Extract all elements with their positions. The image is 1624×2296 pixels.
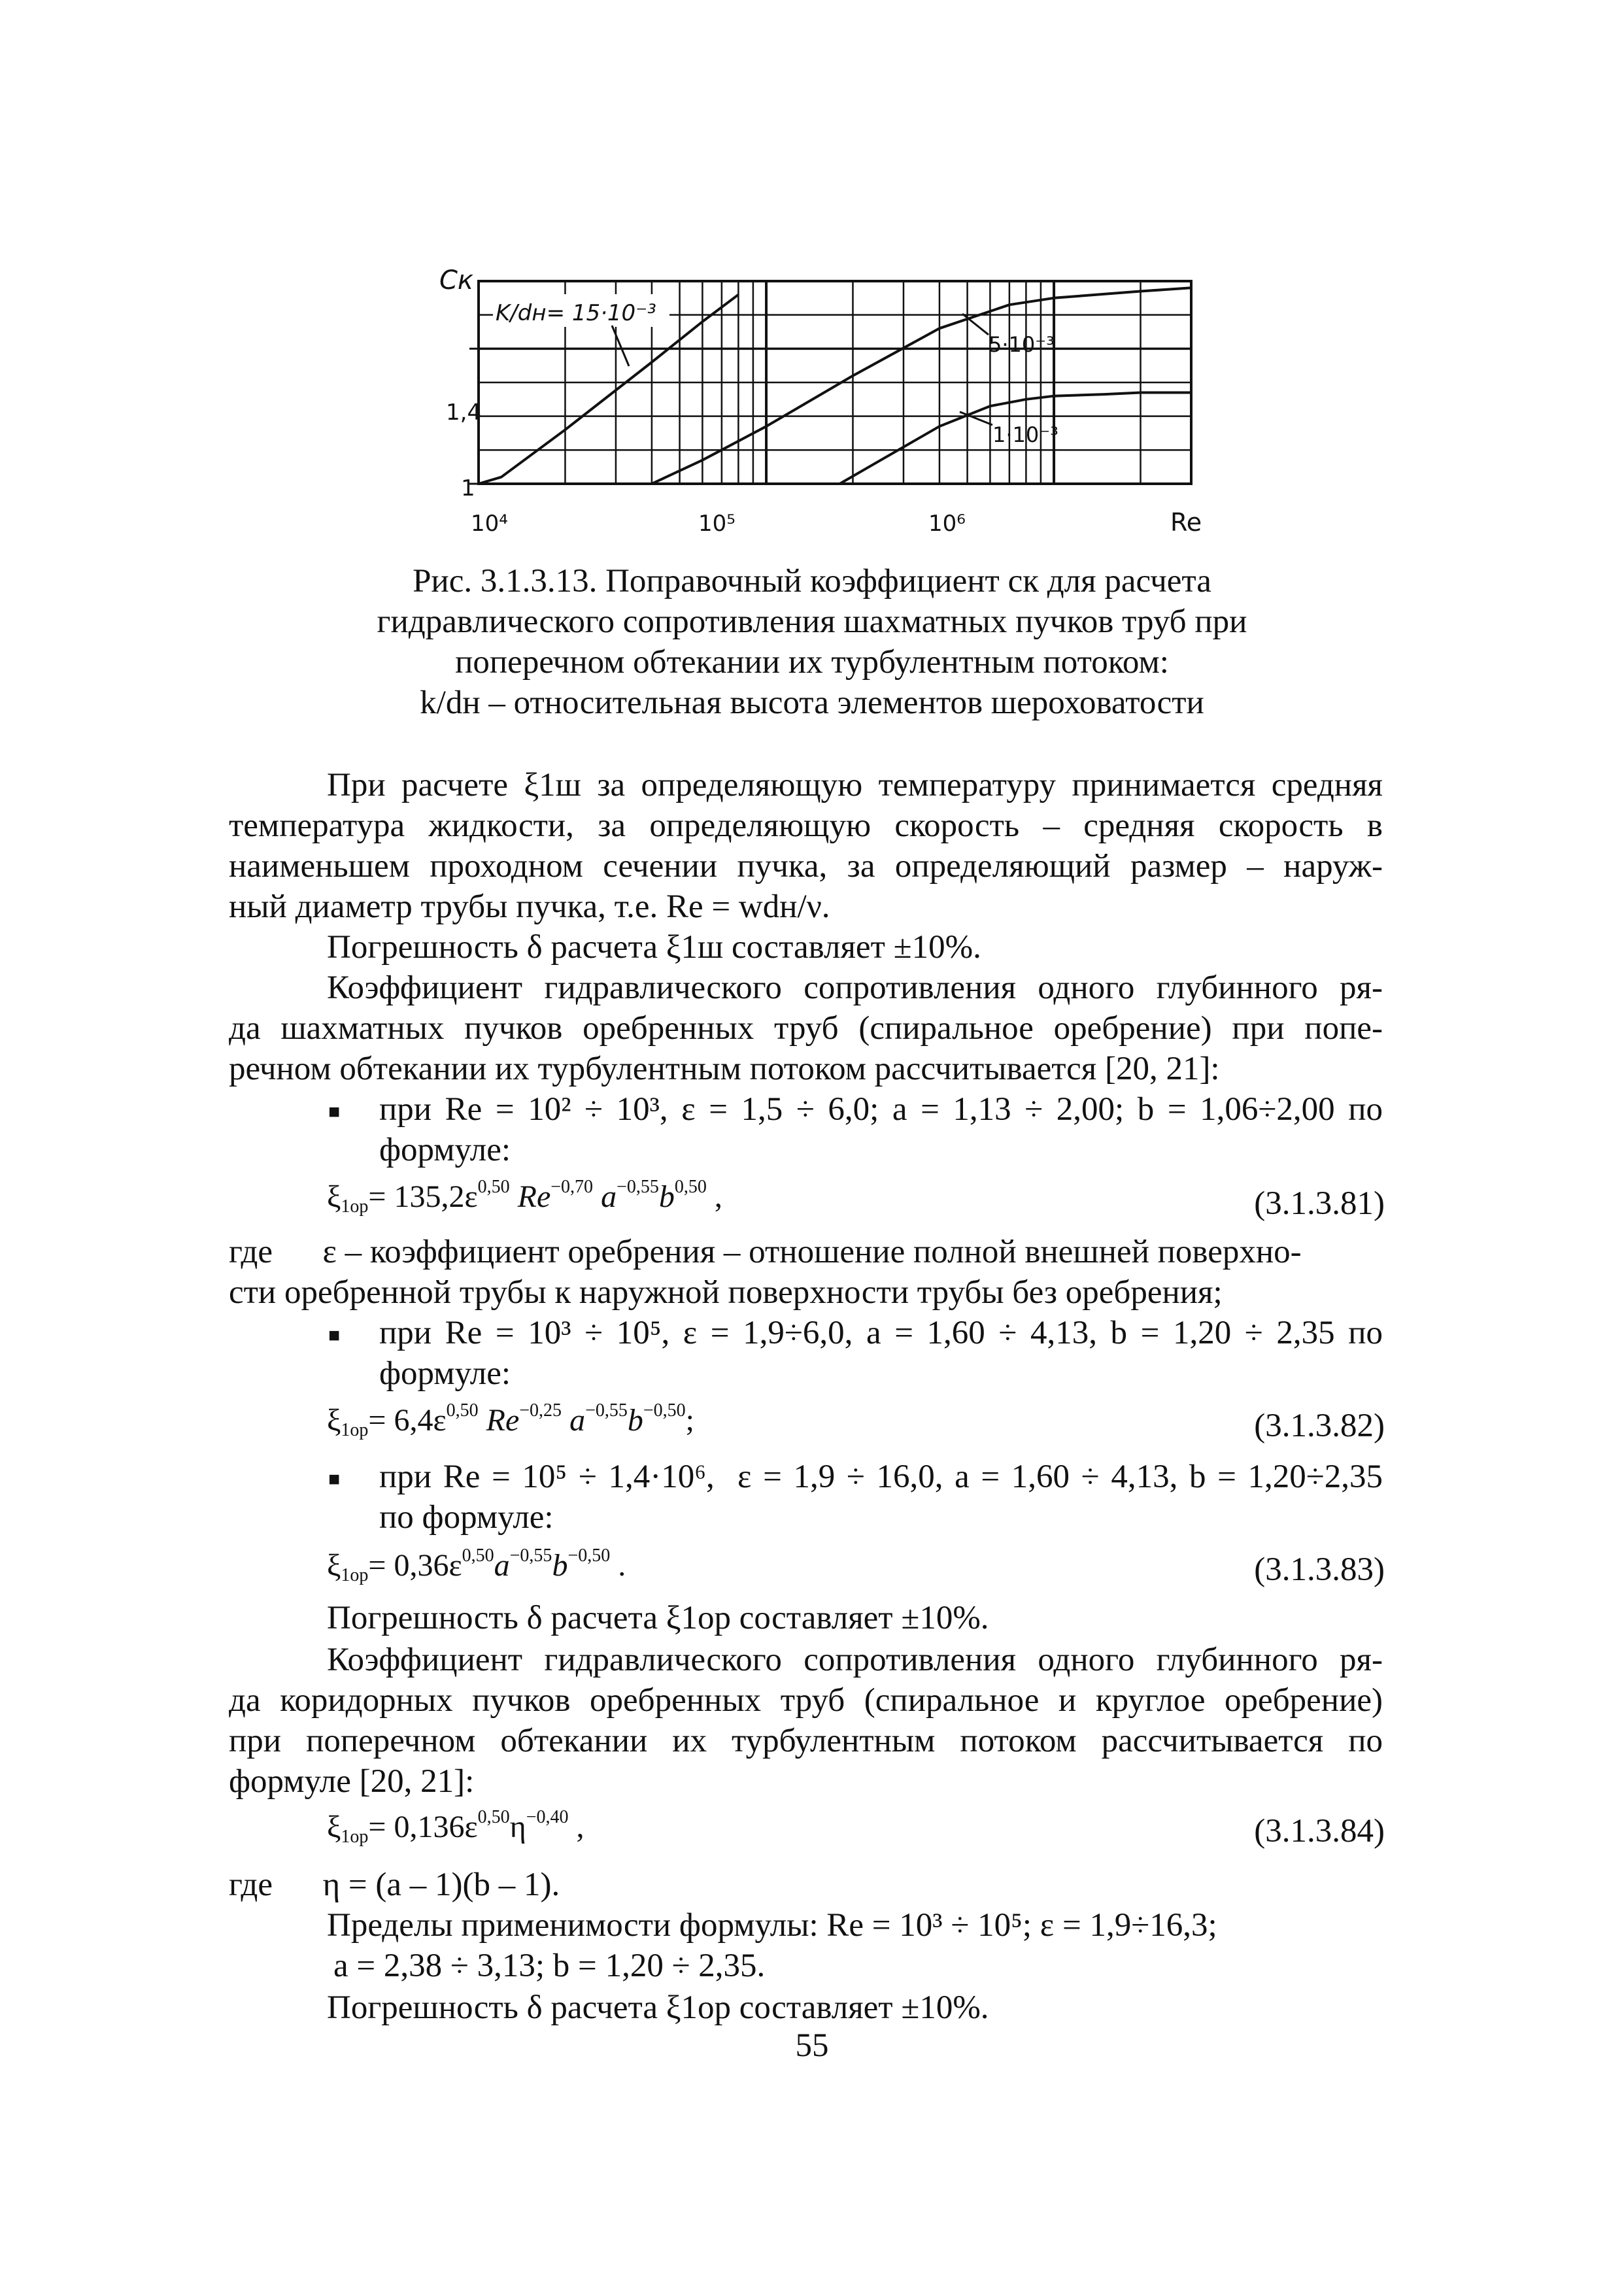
bullet-line: при Re = 10² ÷ 10³, ε = 1,5 ÷ 6,0; a = 1,13 ÷ 2,00; b = 1,06÷2,00 по	[379, 1091, 1383, 1128]
formula-3-1-3-81: $\xi_{1ор}= 135,2\varepsilon^{0,50}$ $Re^{-0,70}$ $a^{-0,55}b^{0,50}$ ,	[327, 1177, 722, 1217]
bullet-marker: ■	[328, 1468, 341, 1490]
y-tick-label-1: 1	[461, 475, 475, 501]
caption-line: поперечном обтекании их турбулентным потоком:	[455, 644, 1169, 681]
paragraph-line: ный диаметр трубы пучка, т.е. Re = wdн/ν.	[229, 888, 830, 925]
paragraph-line: a = 2,38 ÷ 3,13; b = 1,20 ÷ 2,35.	[333, 1948, 766, 1984]
leader-line-1e-3	[960, 412, 992, 425]
y-axis-label: Cк	[439, 265, 474, 295]
paragraph-line: где η = (a – 1)(b – 1).	[229, 1866, 560, 1903]
equation-number: (3.1.3.82)	[1254, 1408, 1385, 1444]
paragraph-line: при поперечном обтекании их турбулентным потоком рассчитывается по	[229, 1723, 1383, 1759]
paragraph-line: Коэффициент гидравлического сопротивления одного глубинного ря-	[327, 970, 1383, 1006]
paragraph-line: да шахматных пучков оребренных труб (спиральное оребрение) при попе-	[229, 1010, 1383, 1047]
bullet-marker: ■	[328, 1325, 341, 1346]
bullet-line: при Re = 10³ ÷ 10⁵, ε = 1,9÷6,0, a = 1,60 ÷ 4,13, b = 1,20 ÷ 2,35 по	[379, 1315, 1383, 1351]
accuracy-note-1: Погрешность δ расчета ξ1ш составляет ±10%.	[327, 929, 981, 966]
leader-line-15e-3	[612, 326, 629, 366]
curve-label-1e-3: 1·10⁻³	[992, 422, 1058, 447]
bullet-line: формуле:	[379, 1355, 511, 1392]
paragraph-line: да коридорных пучков оребренных труб (спиральное и круглое оребрение)	[229, 1682, 1383, 1719]
formula-3-1-3-84: $\xi_{1ор}= 0,136\varepsilon^{0,50}\eta^{-0,40}$ ,	[327, 1807, 584, 1847]
x-tick-label-1e4: 10⁴	[471, 511, 508, 537]
x-tick-label-1e5: 10⁵	[698, 511, 736, 537]
paragraph-line: где ε – коэффициент оребрения – отношение полной внешней поверхно-	[229, 1234, 1302, 1270]
equation-number: (3.1.3.81)	[1254, 1185, 1385, 1222]
paragraph-line: речном обтекании их турбулентным потоком рассчитывается [20, 21]:	[229, 1051, 1220, 1087]
equation-number: (3.1.3.84)	[1254, 1813, 1385, 1849]
caption-line: k/dн – относительная высота элементов шероховатости	[420, 684, 1204, 721]
paragraph-line: сти оребренной трубы к наружной поверхности трубы без оребрения;	[229, 1274, 1223, 1311]
y-tick-label-1-4: 1,4	[446, 399, 482, 426]
formula-3-1-3-82: $\xi_{1ор}= 6,4\varepsilon^{0,50}$ $Re^{-0,25}$ $a^{-0,55}b^{-0,50}$;	[327, 1400, 694, 1440]
bullet-line: по формуле:	[379, 1499, 554, 1536]
accuracy-note-2: Погрешность δ расчета ξ1ор составляет ±10%.	[327, 1600, 989, 1636]
caption-line: гидравлического сопротивления шахматных пучков труб при	[377, 603, 1247, 640]
curve-label-15e-3: K/dн= 15·10⁻³	[496, 300, 656, 326]
curve-series-2	[652, 288, 1191, 484]
bullet-marker: ■	[328, 1101, 341, 1123]
bullet-line: при Re = 10⁵ ÷ 1,4·10⁶, ε = 1,9 ÷ 16,0, a = 1,60 ÷ 4,13, b = 1,20÷2,35	[379, 1459, 1383, 1495]
paragraph-line: Коэффициент гидравлического сопротивления одного глубинного ря-	[327, 1642, 1383, 1678]
paragraph-line: При расчете ξ1ш за определяющую температуру принимается средняя	[327, 767, 1383, 803]
correction-coefficient-chart	[425, 248, 1281, 549]
curve-label-5e-3: 5·10⁻³	[989, 332, 1055, 357]
accuracy-note-3: Погрешность δ расчета ξ1ор составляет ±10%.	[327, 1989, 989, 2026]
formula-3-1-3-83: $\xi_{1ор}= 0,36\varepsilon^{0,50}a^{-0,55}b^{-0,50}$ .	[327, 1545, 626, 1585]
x-tick-label-1e6: 10⁶	[928, 511, 966, 537]
equation-number: (3.1.3.83)	[1254, 1551, 1385, 1588]
paragraph-line: формуле [20, 21]:	[229, 1763, 475, 1800]
paragraph-line: температура жидкости, за определяющую скорость – средняя скорость в	[229, 807, 1383, 844]
caption-line: Рис. 3.1.3.13. Поправочный коэффициент cк для расчета	[413, 563, 1211, 599]
paragraph-line: наименьшем проходном сечении пучка, за определяющий размер – наруж-	[229, 848, 1383, 885]
x-axis-label-re: Re	[1170, 508, 1202, 537]
bullet-line: формуле:	[379, 1132, 511, 1168]
figure-caption	[196, 561, 1428, 723]
page-number: 55	[795, 2027, 829, 2064]
paragraph-line: Пределы применимости формулы: Re = 10³ ÷ 10⁵; ε = 1,9÷16,3;	[327, 1907, 1217, 1944]
